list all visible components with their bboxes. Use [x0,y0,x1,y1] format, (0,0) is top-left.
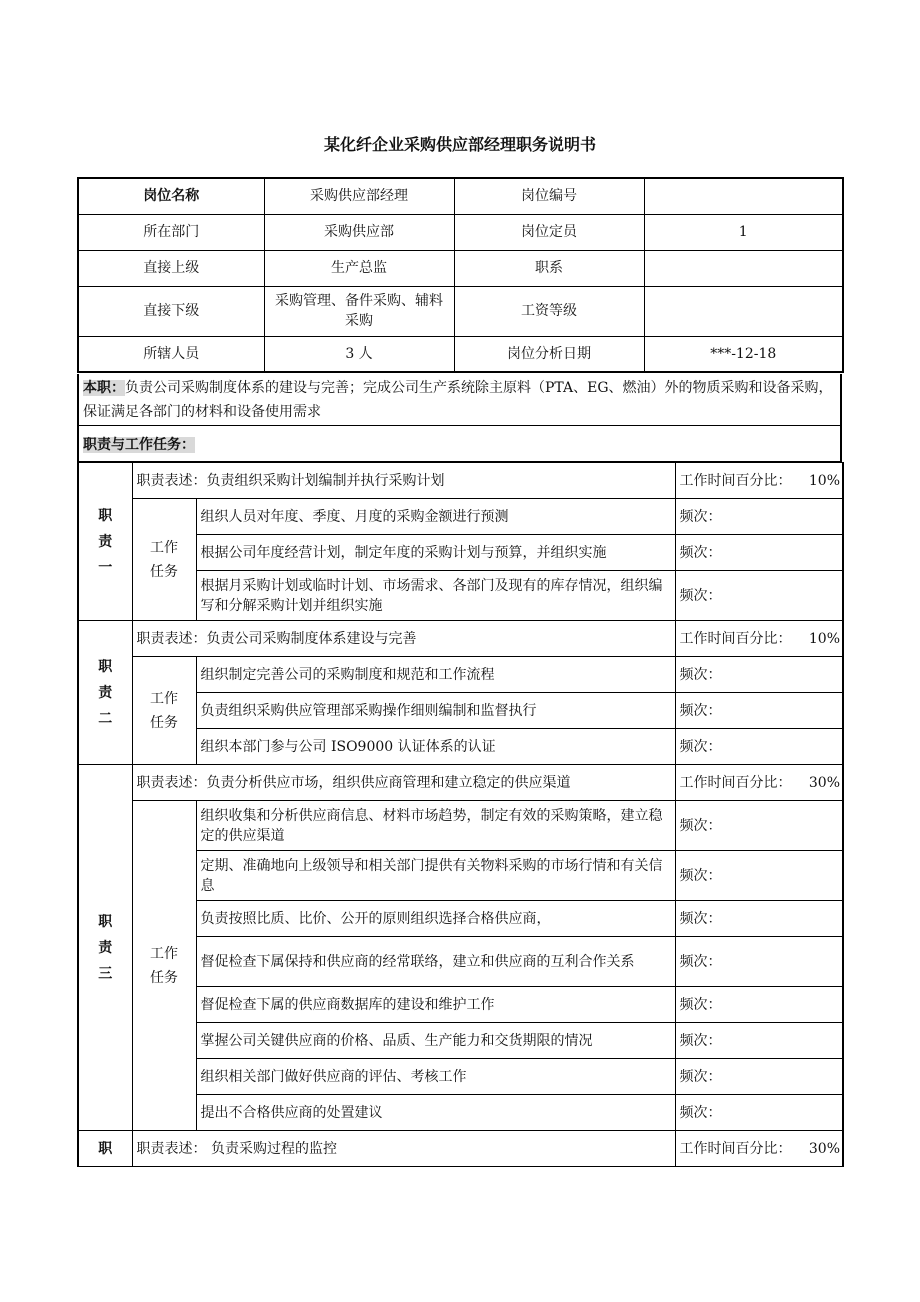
work-task-label-text: 工作任务 [150,690,178,731]
task-description: 组织相关部门做好供应商的评估、考核工作 [196,1059,675,1095]
info-value: 3 人 [264,336,454,372]
task-frequency: 频次： [675,535,843,571]
task-description: 负责按照比质、比价、公开的原则组织选择合格供应商， [196,901,675,937]
task-frequency: 频次： [675,851,843,901]
time-percent-label: 工作时间百分比： [679,630,792,647]
responsibility-statement-row [78,463,843,499]
task-description: 督促检查下属的供应商数据库的建设和维护工作 [196,987,675,1023]
info-label: 职系 [454,250,644,286]
time-percent-value: 10% [808,472,840,489]
section-title: 职责与工作任务： [83,437,195,453]
time-percent-value: 10% [808,630,840,647]
info-value [644,286,843,336]
responsibility-name [78,621,132,765]
work-task-label-text: 工作任务 [150,539,178,580]
work-task-label [132,499,196,621]
time-percent [675,1131,843,1167]
responsibility-name-text: 职责三 [98,913,113,982]
time-percent-label: 工作时间百分比： [679,774,792,791]
responsibility-statement: 职责表述：负责分析供应市场，组织供应商管理和建立稳定的供应渠道 [132,765,675,801]
info-label: 工资等级 [454,286,644,336]
time-percent-label: 工作时间百分比： [679,1140,792,1157]
time-percent-label: 工作时间百分比： [679,472,792,489]
info-value: 1 [644,214,843,250]
info-value: ***-12-18 [644,336,843,372]
document-title: 某化纤企业采购供应部经理职务说明书 [323,135,596,154]
task-description: 掌握公司关键供应商的价格、品质、生产能力和交货期限的情况 [196,1023,675,1059]
info-label: 所在部门 [78,214,264,250]
task-description: 组织收集和分析供应商信息、材料市场趋势，制定有效的采购策略，建立稳定的供应渠道 [196,801,675,851]
task-description: 定期、准确地向上级领导和相关部门提供有关物料采购的市场行情和有关信息 [196,851,675,901]
task-frequency: 频次： [675,801,843,851]
responsibilities-table [77,462,844,1167]
responsibility-name-text: 职 [98,1140,113,1157]
job-info-table [77,177,844,373]
responsibility-name-text: 职责二 [98,658,113,727]
responsibility-statement-row [78,1131,843,1167]
responsibility-name [78,1131,132,1167]
time-percent-value: 30% [808,774,840,791]
task-frequency: 频次： [675,1059,843,1095]
work-task-label-text: 工作任务 [150,945,178,986]
info-value [644,250,843,286]
responsibility-statement: 职责表述：负责组织采购计划编制并执行采购计划 [132,463,675,499]
main-duty [77,374,842,426]
task-frequency: 频次： [675,937,843,987]
info-value: 采购供应部经理 [264,178,454,214]
time-percent [675,621,843,657]
work-task-label [132,801,196,1131]
responsibility-name [78,463,132,621]
task-description: 组织人员对年度、季度、月度的采购金额进行预测 [196,499,675,535]
task-frequency: 频次： [675,571,843,621]
task-description: 根据月采购计划或临时计划、市场需求、各部门及现有的库存情况，组织编写和分解采购计划并组织实施 [196,571,675,621]
time-percent-value: 30% [808,1140,840,1157]
task-frequency: 频次： [675,1095,843,1131]
task-row [78,801,843,851]
task-row [78,657,843,693]
task-description: 根据公司年度经营计划，制定年度的采购计划与预算，并组织实施 [196,535,675,571]
section-header [77,426,842,462]
task-row [78,499,843,535]
task-description: 负责组织采购供应管理部采购操作细则编制和监督执行 [196,693,675,729]
info-label: 岗位编号 [454,178,644,214]
info-label: 岗位名称 [78,178,264,214]
task-description: 督促检查下属保持和供应商的经常联络，建立和供应商的互利合作关系 [196,937,675,987]
info-label: 岗位分析日期 [454,336,644,372]
task-frequency: 频次： [675,729,843,765]
info-label: 岗位定员 [454,214,644,250]
responsibility-statement: 职责表述： 负责采购过程的监控 [132,1131,675,1167]
task-frequency: 频次： [675,987,843,1023]
info-value: 采购供应部 [264,214,454,250]
info-value: 生产总监 [264,250,454,286]
info-label: 所辖人员 [78,336,264,372]
responsibility-name-text: 职责一 [98,507,113,576]
task-description: 组织本部门参与公司 ISO9000 认证体系的认证 [196,729,675,765]
responsibility-statement-row [78,621,843,657]
task-frequency: 频次： [675,657,843,693]
task-description: 组织制定完善公司的采购制度和规范和工作流程 [196,657,675,693]
task-frequency: 频次： [675,499,843,535]
info-value: 采购管理、备件采购、辅料采购 [264,286,454,336]
task-frequency: 频次： [675,901,843,937]
time-percent [675,463,843,499]
work-task-label [132,657,196,765]
responsibility-statement-row [78,765,843,801]
task-frequency: 频次： [675,1023,843,1059]
info-label: 直接下级 [78,286,264,336]
task-frequency: 频次： [675,693,843,729]
time-percent [675,765,843,801]
task-description: 提出不合格供应商的处置建议 [196,1095,675,1131]
responsibility-name [78,765,132,1131]
main-duty-text: 负责公司采购制度体系的建设与完善；完成公司生产系统除主原料（PTA、EG、燃油）外的物质采购和设备采购，保证满足各部门的材料和设备使用需求 [83,380,833,420]
responsibility-statement: 职责表述：负责公司采购制度体系建设与完善 [132,621,675,657]
info-label: 直接上级 [78,250,264,286]
info-value [644,178,843,214]
main-duty-label: 本职： [83,380,125,396]
